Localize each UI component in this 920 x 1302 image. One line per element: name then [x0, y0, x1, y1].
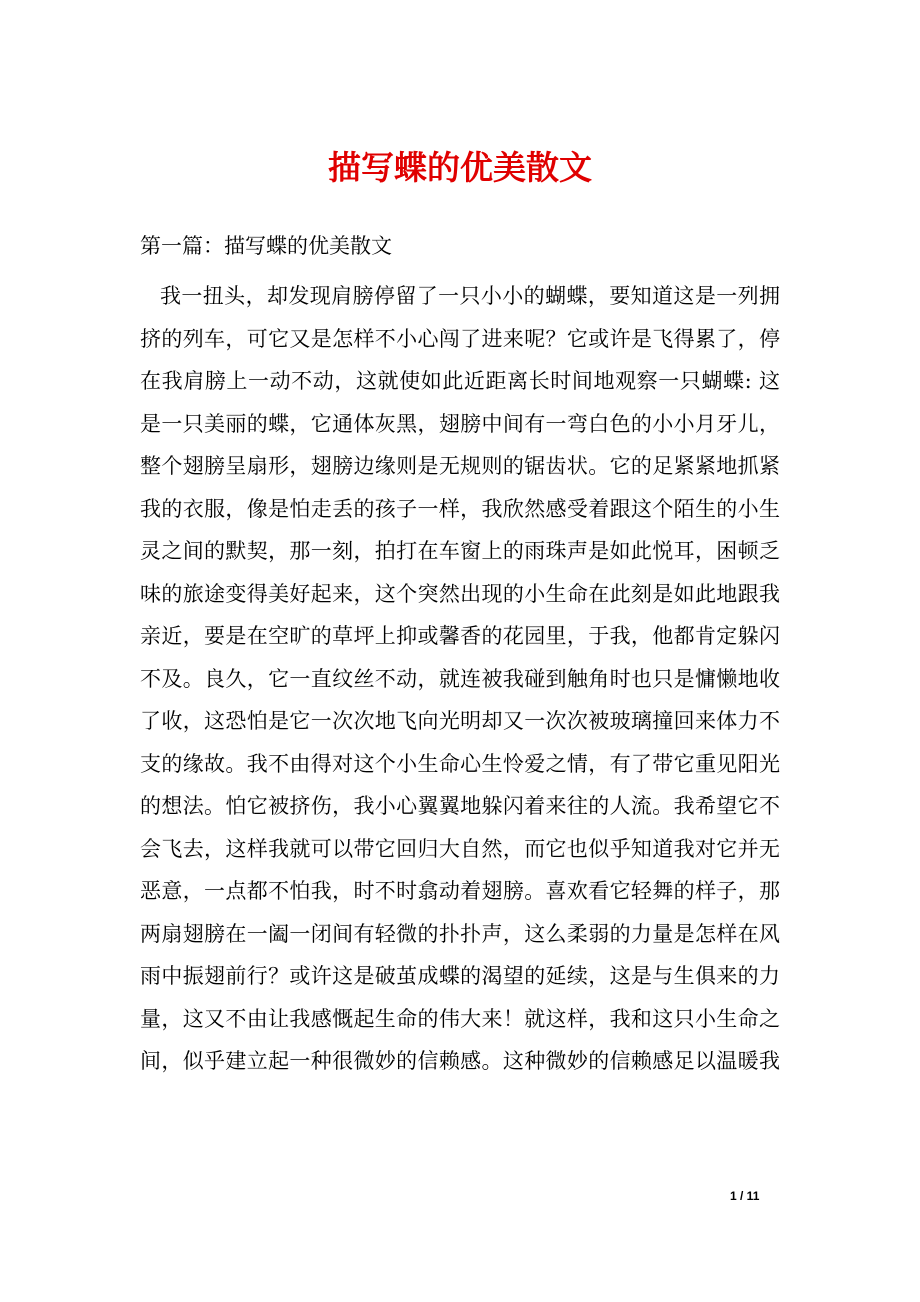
body-line: 量，这又不由让我感慨起生命的伟大来！就这样，我和这只小生命之	[140, 1006, 780, 1031]
body-line: 不及。良久，它一直纹丝不动，就连被我碰到触角时也只是慵懒地收	[140, 666, 780, 691]
body-line: 支的缘故。我不由得对这个小生命心生怜爱之情，有了带它重见阳光	[140, 751, 780, 776]
body-line: 挤的列车，可它又是怎样不小心闯了进来呢？它或许是飞得累了，停	[140, 326, 780, 351]
body-line: 两扇翅膀在一阖一闭间有轻微的扑扑声，这么柔弱的力量是怎样在风	[140, 921, 780, 946]
section-heading: 第一篇：描写蝶的优美散文	[140, 234, 392, 258]
body-line: 在我肩膀上一动不动，这就使如此近距离长时间地观察一只蝴蝶: 这	[140, 369, 780, 393]
body-line: 恶意，一点都不怕我，时不时翕动着翅膀。喜欢看它轻舞的样子，那	[140, 879, 780, 903]
body-paragraph	[140, 275, 780, 1083]
body-line: 味的旅途变得美好起来，这个突然出现的小生命在此刻是如此地跟我	[140, 581, 780, 606]
body-line: 我一扭头，却发现肩膀停留了一只小小的蝴蝶，要知道这是一列拥	[160, 284, 780, 308]
page-number: 1 / 11	[730, 1189, 760, 1203]
body-line: 雨中振翅前行？或许这是破茧成蝶的渴望的延续，这是与生俱来的力	[140, 964, 780, 988]
body-line: 亲近，要是在空旷的草坪上抑或馨香的花园里，于我，他都肯定躲闪	[140, 624, 780, 648]
body-line: 了收，这恐怕是它一次次地飞向光明却又一次次被玻璃撞回来体力不	[140, 709, 780, 733]
body-line: 的想法。怕它被挤伤，我小心翼翼地躲闪着来往的人流。我希望它不	[140, 794, 780, 818]
body-line: 间，似乎建立起一种很微妙的信赖感。这种微妙的信赖感足以温暖我	[140, 1049, 780, 1073]
body-line: 是一只美丽的蝶，它通体灰黑，翅膀中间有一弯白色的小小月牙儿，	[140, 411, 780, 436]
body-line: 整个翅膀呈扇形，翅膀边缘则是无规则的锯齿状。它的足紧紧地抓紧	[140, 454, 780, 478]
body-line: 会飞去，这样我就可以带它回归大自然，而它也似乎知道我对它并无	[140, 836, 780, 861]
document-title: 描写蝶的优美散文	[328, 148, 592, 187]
body-line: 灵之间的默契，那一刻，拍打在车窗上的雨珠声是如此悦耳，困顿乏	[140, 539, 780, 563]
body-line: 我的衣服，像是怕走丢的孩子一样，我欣然感受着跟这个陌生的小生	[140, 496, 780, 521]
